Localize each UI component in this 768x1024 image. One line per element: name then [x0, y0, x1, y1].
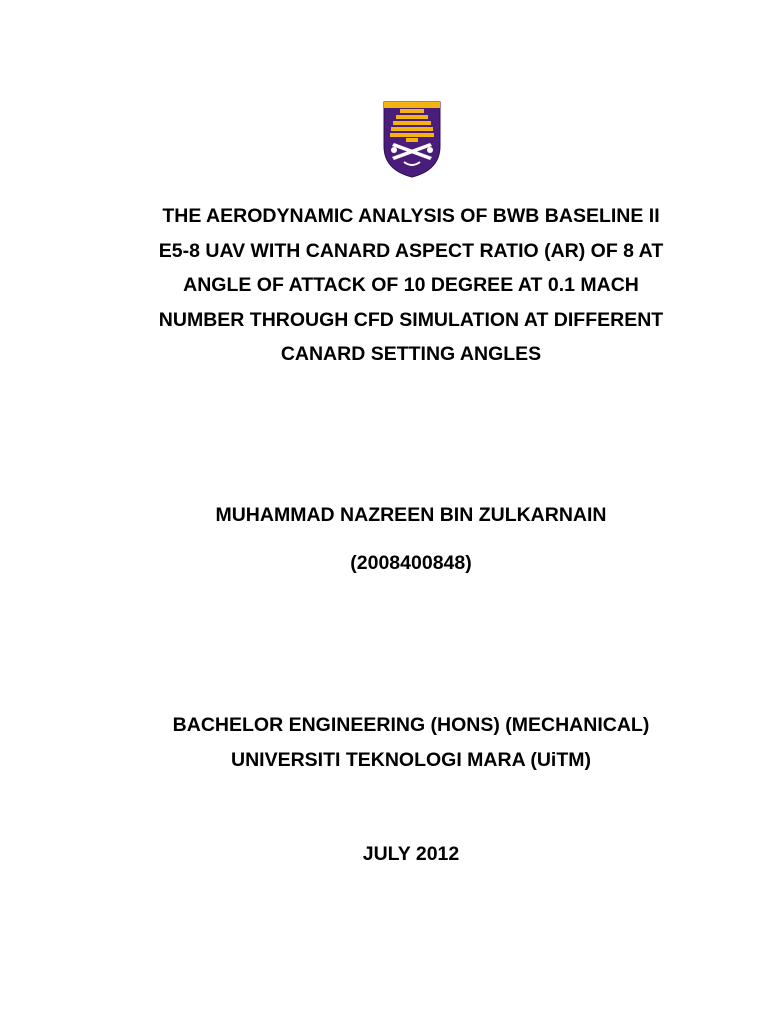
title-line: THE AERODYNAMIC ANALYSIS OF BWB BASELINE II	[162, 205, 660, 227]
title-line: ANGLE OF ATTACK OF 10 DEGREE AT 0.1 MACH	[183, 274, 639, 296]
title-line: NUMBER THROUGH CFD SIMULATION AT DIFFERENT	[158, 308, 664, 331]
title-line: E5-8 UAV WITH CANARD ASPECT RATIO (AR) OF 8 AT	[158, 239, 664, 262]
title-line: CANARD SETTING ANGLES	[280, 343, 542, 365]
student-id: (2008400848)	[350, 552, 472, 574]
thesis-title	[84, 199, 738, 372]
uitm-crest-icon	[382, 100, 442, 178]
university-name: UNIVERSITI TEKNOLOGI MARA (UiTM)	[230, 749, 591, 771]
author-name: MUHAMMAD NAZREEN BIN ZULKARNAIN	[215, 504, 607, 526]
degree-program: BACHELOR ENGINEERING (HONS) (MECHANICAL)	[172, 714, 650, 736]
submission-date: JULY 2012	[362, 843, 460, 865]
